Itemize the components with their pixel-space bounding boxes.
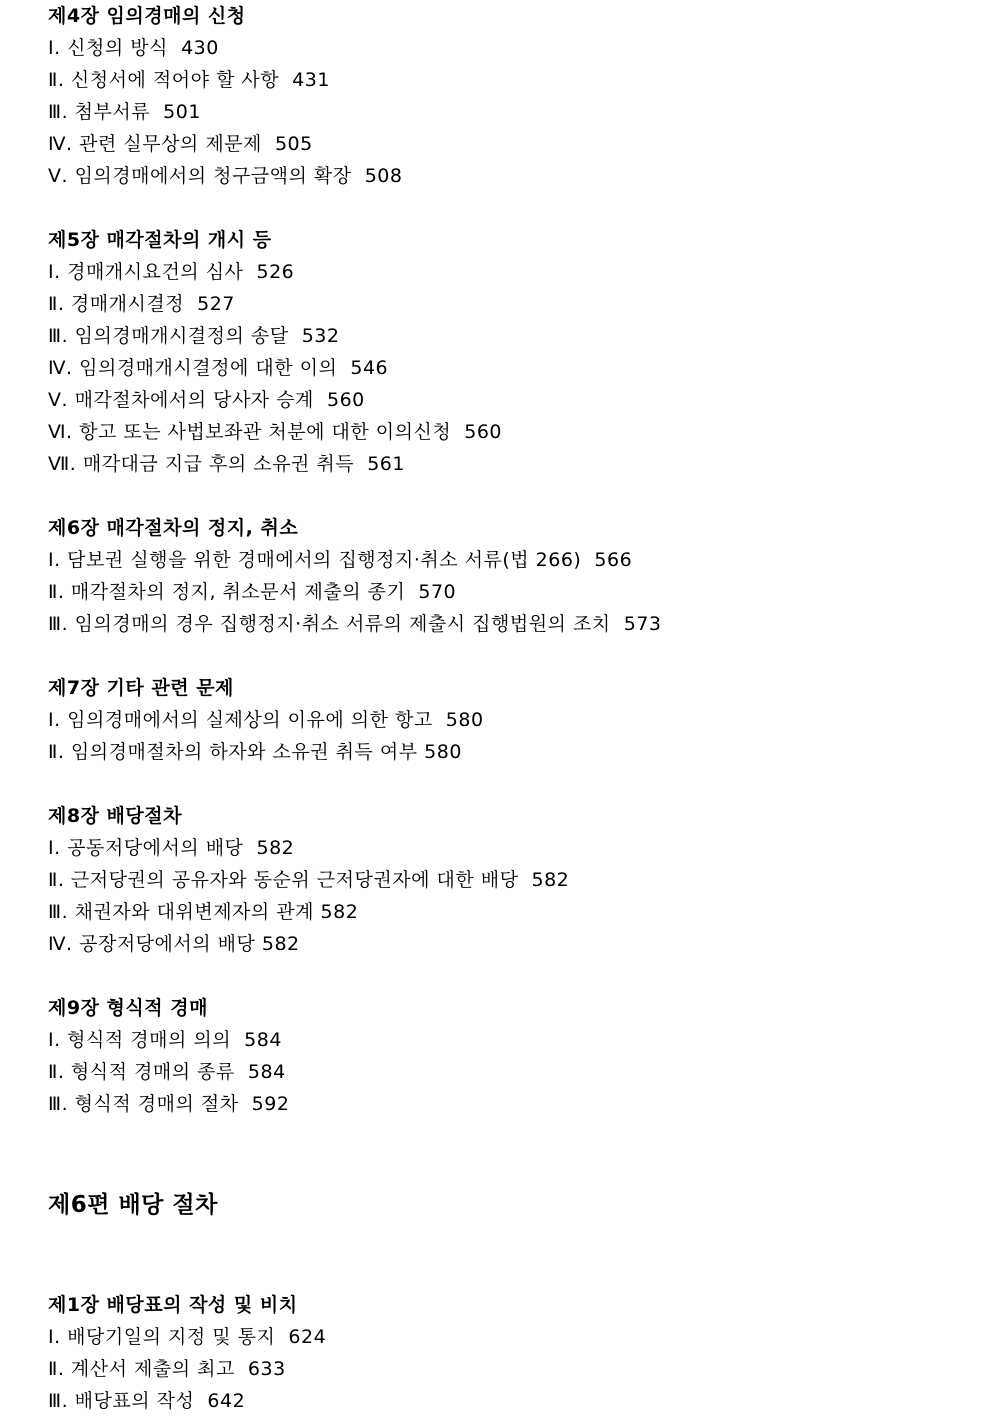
spacer — [48, 1257, 978, 1289]
chapter-heading: 제5장 매각절차의 개시 등 — [48, 229, 272, 251]
chapter-heading: 제8장 배당절차 — [48, 805, 182, 827]
toc-entry: Ⅰ. 경매개시요건의 심사 526 — [48, 261, 295, 283]
toc-entry: Ⅳ. 관련 실무상의 제문제 505 — [48, 133, 313, 155]
toc-entry: Ⅵ. 항고 또는 사법보좌관 처분에 대한 이의신청 560 — [48, 421, 503, 443]
toc-entry: Ⅲ. 배당표의 작성 642 — [48, 1390, 246, 1412]
spacer — [48, 192, 978, 224]
toc-entry: Ⅲ. 첨부서류 501 — [48, 101, 201, 123]
toc-entry: Ⅲ. 임의경매의 경우 집행정지·취소 서류의 제출시 집행법원의 조치 573 — [48, 613, 662, 635]
spacer — [48, 640, 978, 672]
spacer — [48, 480, 978, 512]
toc-entry: Ⅲ. 임의경매개시결정의 송달 532 — [48, 325, 340, 347]
toc-entry: Ⅰ. 임의경매에서의 실제상의 이유에 의한 항고 580 — [48, 709, 484, 731]
chapter-heading: 제1장 배당표의 작성 및 비치 — [48, 1294, 298, 1316]
toc-entry: Ⅳ. 공장저당에서의 배당 582 — [48, 933, 300, 955]
toc-entry: Ⅱ. 형식적 경매의 종류 584 — [48, 1061, 286, 1083]
toc-entry: Ⅶ. 매각대금 지급 후의 소유권 취득 561 — [48, 453, 405, 475]
toc-entry: Ⅱ. 임의경매절차의 하자와 소유권 취득 여부 580 — [48, 741, 462, 763]
toc-entry: Ⅱ. 계산서 제출의 최고 633 — [48, 1358, 286, 1380]
spacer — [48, 960, 978, 992]
toc-entry: Ⅱ. 매각절차의 정지, 취소문서 제출의 종기 570 — [48, 581, 457, 603]
toc-entry: Ⅲ. 형식적 경매의 절차 592 — [48, 1093, 290, 1115]
spacer — [48, 768, 978, 800]
toc-entry: Ⅱ. 신청서에 적어야 할 사항 431 — [48, 69, 330, 91]
chapter-heading: 제9장 형식적 경매 — [48, 997, 208, 1019]
toc-entry: Ⅰ. 배당기일의 지정 및 통지 624 — [48, 1326, 327, 1348]
chapter-heading: 제4장 임의경매의 신청 — [48, 5, 246, 27]
part-heading: 제6편 배당 절차 — [48, 1192, 218, 1218]
spacer — [48, 1120, 978, 1152]
toc-entry: Ⅰ. 신청의 방식 430 — [48, 37, 219, 59]
table-of-contents-page — [48, 0, 978, 1417]
toc-entry: Ⅴ. 매각절차에서의 당사자 승계 560 — [48, 389, 365, 411]
toc-entry: Ⅱ. 경매개시결정 527 — [48, 293, 235, 315]
toc-entry: Ⅰ. 형식적 경매의 의의 584 — [48, 1029, 282, 1051]
chapter-heading: 제7장 기타 관련 문제 — [48, 677, 234, 699]
toc-entry: Ⅲ. 채권자와 대위변제자의 관계 582 — [48, 901, 359, 923]
toc-entry: Ⅱ. 근저당권의 공유자와 동순위 근저당권자에 대한 배당 582 — [48, 869, 570, 891]
spacer — [48, 1225, 978, 1257]
toc-entry: Ⅰ. 공동저당에서의 배당 582 — [48, 837, 295, 859]
chapter-heading: 제6장 매각절차의 정지, 취소 — [48, 517, 299, 539]
spacer — [48, 1152, 978, 1184]
toc-entry: Ⅴ. 임의경매에서의 청구금액의 확장 508 — [48, 165, 403, 187]
toc-entry: Ⅳ. 임의경매개시결정에 대한 이의 546 — [48, 357, 389, 379]
toc-entry: Ⅰ. 담보권 실행을 위한 경매에서의 집행정지·취소 서류(법 266) 566 — [48, 549, 633, 571]
